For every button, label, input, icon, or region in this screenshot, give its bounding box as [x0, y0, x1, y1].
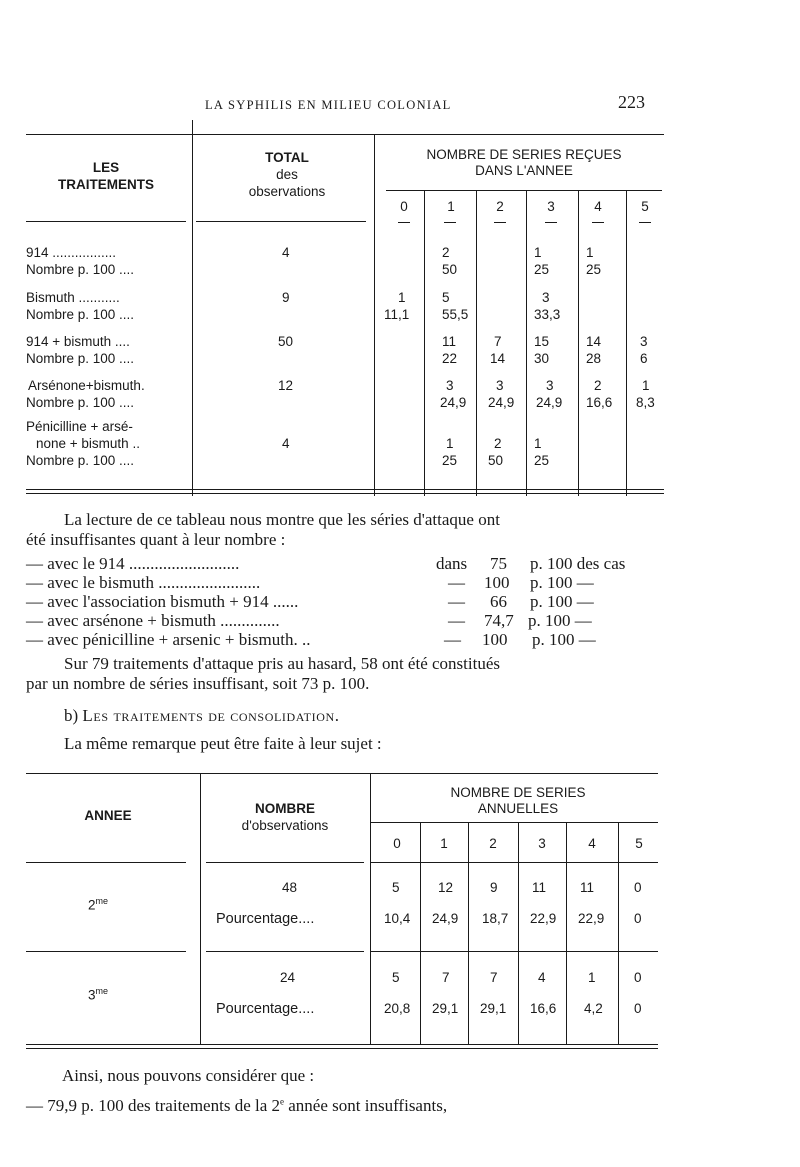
row3-c3-p: 30	[534, 351, 550, 366]
row5-c3-p: 25	[534, 453, 550, 468]
page-header	[0, 92, 800, 116]
row5-label-2: none + bismuth ..	[36, 436, 140, 451]
subheading-text: Les traitements de consolidation.	[82, 706, 340, 725]
year2-pct-label: Pourcentage....	[216, 911, 315, 927]
subheading-prefix: b)	[64, 706, 83, 725]
row1-label-2: Nombre p. 100 ....	[26, 262, 135, 277]
list-item-4-b: —	[448, 611, 465, 630]
list-item-4-text: — avec arsénone + bismuth ..............	[26, 611, 280, 630]
header-annual-1: NOMBRE DE SERIES	[450, 785, 586, 800]
section-subheading	[64, 706, 340, 726]
year3-c0-n: 5	[392, 970, 400, 985]
year2-c4-n: 11	[580, 880, 595, 895]
row4-c5-n: 1	[642, 378, 650, 393]
year3-c5-p: 0	[634, 1001, 642, 1016]
year2-c2-n: 9	[490, 880, 498, 895]
list-item-1-text: — avec le 914 ..........................	[26, 554, 240, 573]
row3-c2-p: 14	[490, 351, 506, 366]
row3-c4-n: 14	[586, 334, 602, 349]
row2-c3-n: 3	[542, 290, 550, 305]
row1-c1-p: 50	[442, 262, 458, 277]
year2-c5-n: 0	[634, 880, 642, 895]
row4-c2-n: 3	[496, 378, 504, 393]
year3-c3-n: 4	[538, 970, 546, 985]
series-col-0: 0	[400, 199, 408, 214]
list-item-5-text: — avec pénicilline + arsenic + bismuth. ..	[26, 630, 311, 649]
row1-c1-n: 2	[442, 245, 450, 260]
year3-c2-p: 29,1	[480, 1001, 507, 1016]
list-item-5-d: p. 100 —	[532, 630, 596, 649]
header-total-1: TOTAL	[265, 150, 309, 165]
year3-count: 24	[280, 970, 296, 985]
row1-c4-n: 1	[586, 245, 594, 260]
annual-col-5: 5	[635, 836, 643, 851]
row4-label-1: Arsénone+bismuth.	[28, 378, 145, 393]
year2-c1-p: 24,9	[432, 911, 459, 926]
row3-c3-n: 15	[534, 334, 550, 349]
header-series-1: NOMBRE DE SERIES REÇUES	[426, 147, 622, 162]
row5-c1-p: 25	[442, 453, 458, 468]
para2-line1: Sur 79 traitements d'attaque pris au hasard, 58 ont été constitués	[64, 654, 500, 673]
year-2: $2^{me}$	[88, 896, 109, 913]
list-item-2-b: —	[448, 573, 465, 592]
row5-c1-n: 1	[446, 436, 454, 451]
list-item-3-text: — avec l'association bismuth + 914 ......	[26, 592, 299, 611]
list-item-1-d: p. 100 des cas	[530, 554, 626, 573]
row4-c4-p: 16,6	[586, 395, 613, 410]
list-item-3-d: p. 100 —	[530, 592, 594, 611]
row2-label-2: Nombre p. 100 ....	[26, 307, 135, 322]
header-treatments-1: LES	[92, 160, 120, 175]
list-item-2-text: — avec le bismuth ........................	[26, 573, 261, 592]
header-total-2: des	[276, 167, 298, 182]
year2-c4-p: 22,9	[578, 911, 605, 926]
annual-col-1: 1	[440, 836, 448, 851]
year2-c3-p: 22,9	[530, 911, 557, 926]
row3-c5-p: 6	[640, 351, 648, 366]
year3-c0-p: 20,8	[384, 1001, 411, 1016]
row3-c1-p: 22	[442, 351, 458, 366]
row3-c1-n: 11	[442, 334, 457, 349]
row3-c5-n: 3	[640, 334, 648, 349]
para5: — 79,9 p. 100 des traitements de la 2e année sont insuffisants,	[26, 1096, 448, 1115]
series-col-2: 2	[496, 199, 504, 214]
year2-c1-n: 12	[438, 880, 454, 895]
row2-c1-p: 55,5	[442, 307, 469, 322]
list-item-3-c: 66	[490, 592, 507, 611]
list-item-3-b: —	[448, 592, 465, 611]
header-number-1: NOMBRE	[255, 801, 315, 816]
row4-label-2: Nombre p. 100 ....	[26, 395, 135, 410]
year2-c3-n: 11	[532, 880, 547, 895]
row5-c2-p: 50	[488, 453, 504, 468]
list-item-5-b: —	[444, 630, 461, 649]
list-item-4-c: 74,7	[484, 611, 514, 630]
row3-label-2: Nombre p. 100 ....	[26, 351, 135, 366]
para1-line2: été insuffisantes quant à leur nombre :	[26, 530, 286, 549]
series-col-5: 5	[641, 199, 649, 214]
row4-total: 12	[278, 378, 294, 393]
row5-total: 4	[282, 436, 290, 451]
row1-c4-p: 25	[586, 262, 602, 277]
row3-c4-p: 28	[586, 351, 602, 366]
row5-c2-n: 2	[494, 436, 502, 451]
row5-label-3: Nombre p. 100 ....	[26, 453, 135, 468]
para2-line2: par un nombre de séries insuffisant, soit 73 p. 100.	[26, 674, 370, 693]
row3-c2-n: 7	[494, 334, 502, 349]
year2-c2-p: 18,7	[482, 911, 509, 926]
row3-total: 50	[278, 334, 294, 349]
year2-count: 48	[282, 880, 298, 895]
row1-total: 4	[282, 245, 290, 260]
row2-c0-p: 11,1	[384, 307, 410, 322]
running-title: LA SYPHILIS EN MILIEU COLONIAL	[205, 98, 452, 112]
year2-c0-p: 10,4	[384, 911, 411, 926]
year-3: $3^{me}$	[88, 986, 109, 1003]
series-col-4: 4	[594, 199, 602, 214]
row4-c2-p: 24,9	[488, 395, 515, 410]
year3-c2-n: 7	[490, 970, 498, 985]
header-year: ANNEE	[84, 808, 132, 823]
series-col-1: 1	[447, 199, 455, 214]
list-item-2-d: p. 100 —	[530, 573, 594, 592]
row2-c0-n: 1	[398, 290, 406, 305]
row2-c3-p: 33,3	[534, 307, 561, 322]
list-item-1-c: 75	[490, 554, 507, 573]
year3-c1-n: 7	[442, 970, 450, 985]
year2-c5-p: 0	[634, 911, 642, 926]
row2-total: 9	[282, 290, 290, 305]
header-treatments-2: TRAITEMENTS	[58, 177, 154, 192]
annual-col-2: 2	[489, 836, 497, 851]
row2-c1-n: 5	[442, 290, 450, 305]
row1-label-1: 914 .................	[26, 245, 117, 260]
list-item-4-d: p. 100 —	[528, 611, 592, 630]
header-number-2: d'observations	[241, 818, 329, 833]
list-item-5-c: 100	[482, 630, 508, 649]
row1-c3-p: 25	[534, 262, 550, 277]
page-number: 223	[618, 92, 645, 112]
year3-c5-n: 0	[634, 970, 642, 985]
row2-label-1: Bismuth ...........	[26, 290, 120, 305]
para4: Ainsi, nous pouvons considérer que :	[62, 1066, 315, 1085]
row3-label-1: 914 + bismuth ....	[26, 334, 130, 349]
annual-col-3: 3	[538, 836, 546, 851]
row5-c3-n: 1	[534, 436, 542, 451]
annual-col-0: 0	[393, 836, 401, 851]
year3-c3-p: 16,6	[530, 1001, 557, 1016]
list-item-2-c: 100	[484, 573, 510, 592]
row5-label-1: Pénicilline + arsé-	[26, 419, 133, 434]
row4-c3-p: 24,9	[536, 395, 563, 410]
list-item-1-b: dans	[436, 554, 468, 573]
year3-c4-n: 1	[588, 970, 596, 985]
year3-pct-label: Pourcentage....	[216, 1001, 315, 1017]
year2-c0-n: 5	[392, 880, 400, 895]
row4-c1-n: 3	[446, 378, 454, 393]
year3-c4-p: 4,2	[584, 1001, 603, 1016]
row4-c5-p: 8,3	[636, 395, 655, 410]
para1-line1: La lecture de ce tableau nous montre que les séries d'attaque ont	[64, 510, 500, 529]
series-col-3: 3	[547, 199, 555, 214]
annual-col-4: 4	[588, 836, 596, 851]
row4-c1-p: 24,9	[440, 395, 467, 410]
para3: La même remarque peut être faite à leur sujet :	[64, 734, 382, 753]
header-total-3: observations	[248, 184, 326, 199]
row1-c3-n: 1	[534, 245, 542, 260]
row4-c3-n: 3	[546, 378, 554, 393]
row4-c4-n: 2	[594, 378, 602, 393]
header-series-2: DANS L'ANNEE	[475, 163, 573, 178]
header-annual-2: ANNUELLES	[477, 801, 559, 816]
year3-c1-p: 29,1	[432, 1001, 459, 1016]
